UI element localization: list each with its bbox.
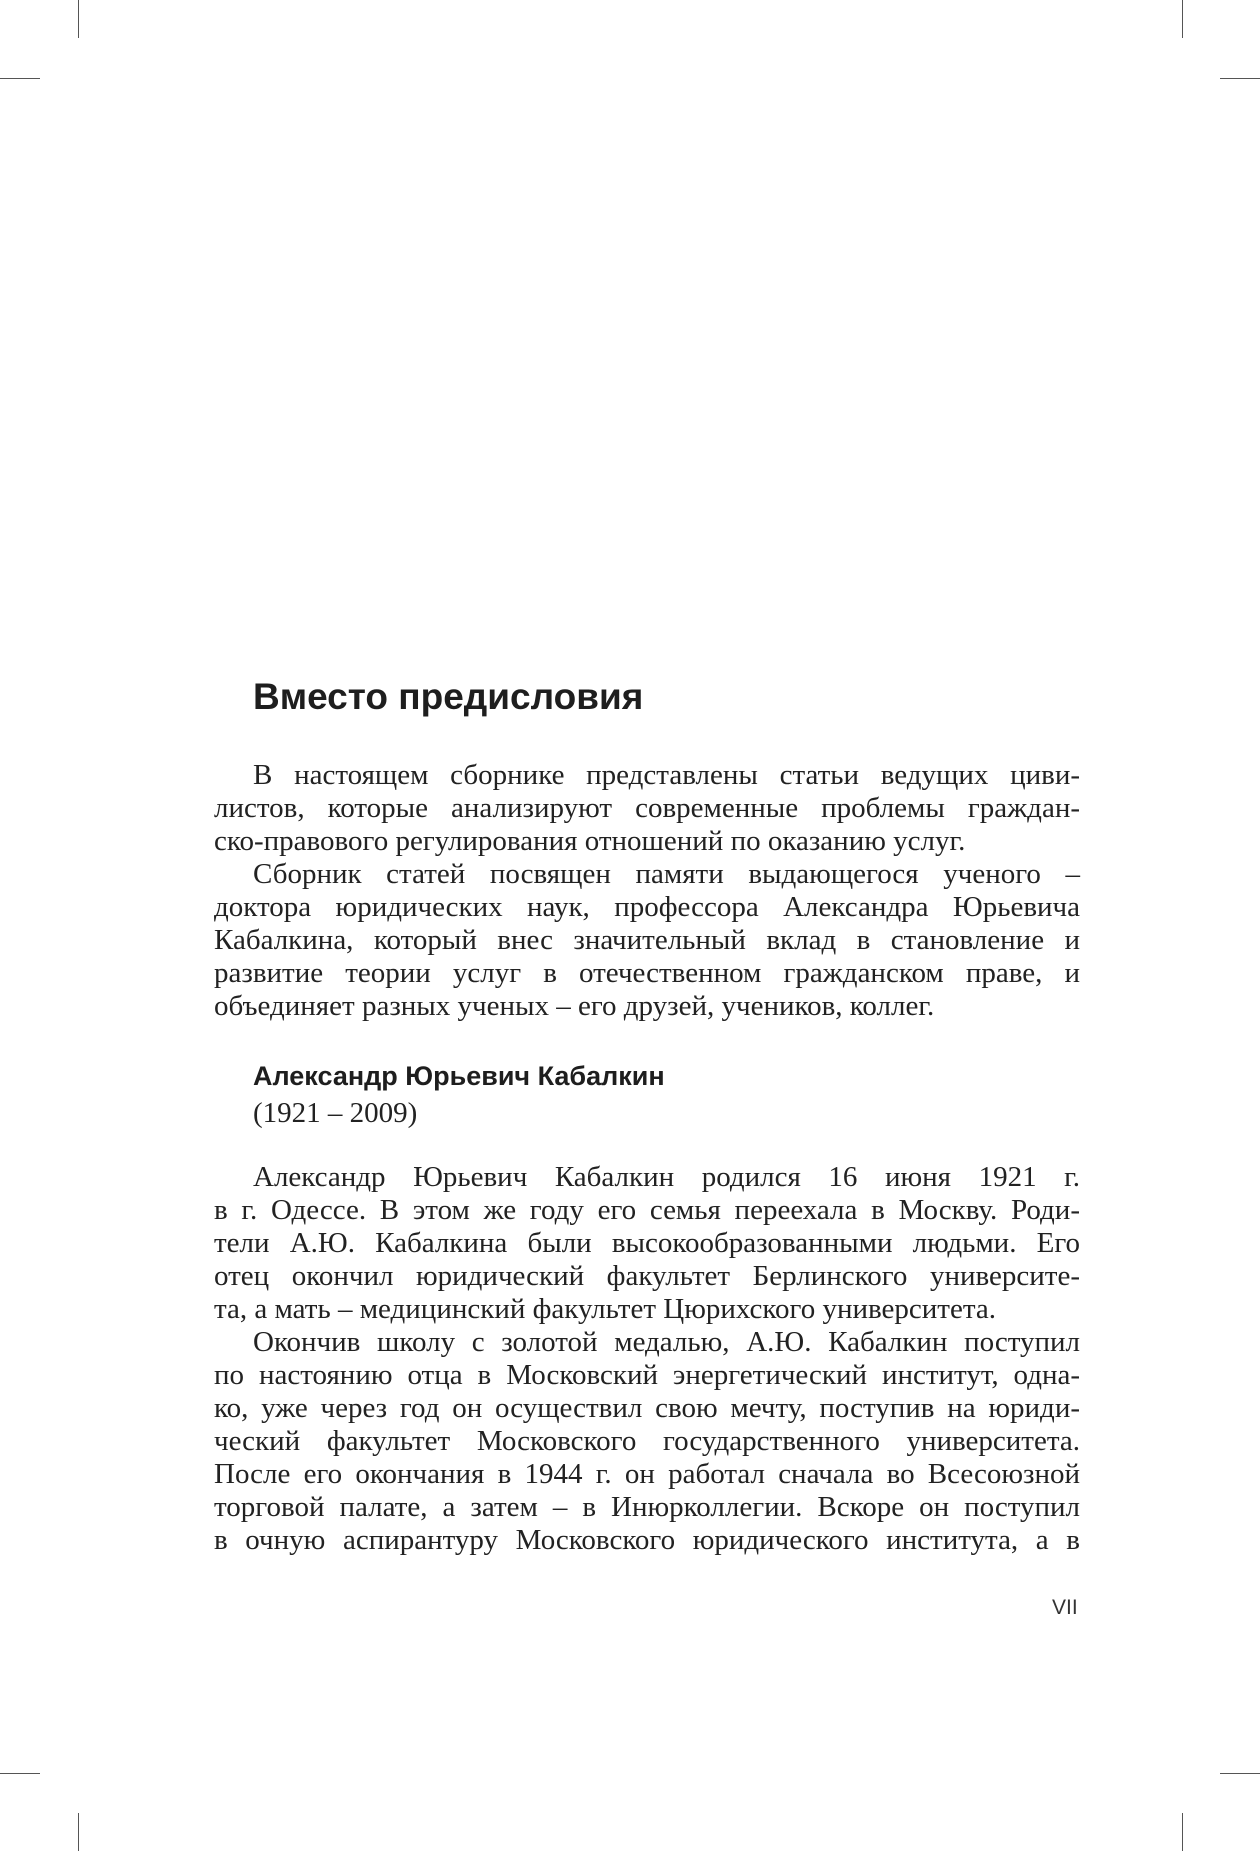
text-line: отец окончил юридический факультет Берлинского университе-: [214, 1260, 1080, 1292]
text-line: ко, уже через год он осуществил свою мечту, поступив на юриди-: [214, 1392, 1080, 1424]
text-line: В настоящем сборнике представлены статьи ведущих циви-: [253, 759, 1080, 791]
crop-mark-top-left: [78, 0, 79, 38]
crop-mark-bottom-right-h: [1220, 1773, 1260, 1774]
crop-mark-top-right-h: [1220, 78, 1260, 79]
crop-mark-bottom-right: [1182, 1813, 1183, 1851]
text-line: развитие теории услуг в отечественном гражданском праве, и: [214, 957, 1080, 989]
text-line: по настоянию отца в Московский энергетический институт, одна-: [214, 1359, 1080, 1391]
intro-paragraph-2: [214, 858, 1080, 1023]
text-line: в очную аспирантуру Московского юридического института, а в: [214, 1524, 1080, 1556]
text-line: тели А.Ю. Кабалкина были высокообразованными людьми. Его: [214, 1227, 1080, 1259]
crop-mark-top-left-h: [0, 78, 40, 79]
crop-mark-bottom-left-h: [0, 1773, 40, 1774]
text-line: ческий факультет Московского государственного университета.: [214, 1425, 1080, 1457]
bio-name: Александр Юрьевич Кабалкин: [253, 1061, 665, 1091]
text-line: Кабалкина, который внес значительный вклад в становление и: [214, 924, 1080, 956]
text-line: Окончив школу с золотой медалью, А.Ю. Кабалкин поступил: [253, 1326, 1080, 1358]
crop-mark-top-right: [1182, 0, 1183, 38]
text-line: листов, которые анализируют современные проблемы граждан-: [214, 792, 1080, 824]
text-line: та, а мать – медицинский факультет Цюрихского университета.: [214, 1293, 996, 1325]
crop-mark-bottom-left: [78, 1813, 79, 1851]
bio-paragraph-1: [214, 1161, 1080, 1326]
text-line: объединяет разных ученых – его друзей, учеников, коллег.: [214, 990, 935, 1022]
text-line: ско-правового регулирования отношений по оказанию услуг.: [214, 825, 966, 857]
text-line: Сборник статей посвящен памяти выдающегося ученого –: [253, 858, 1080, 890]
text-line: торговой палате, а затем – в Инюрколлегии. Вскоре он поступил: [214, 1491, 1080, 1523]
page-number: VII: [1052, 1596, 1078, 1619]
text-line: Александр Юрьевич Кабалкин родился 16 июня 1921 г.: [253, 1161, 1080, 1193]
text-line: в г. Одессе. В этом же году его семья переехала в Москву. Роди-: [214, 1194, 1080, 1226]
intro-paragraph-1: [214, 759, 1080, 858]
text-line: доктора юридических наук, профессора Александра Юрьевича: [214, 891, 1080, 923]
text-line: После его окончания в 1944 г. он работал сначала во Всесоюзной: [214, 1458, 1080, 1490]
bio-years: (1921 – 2009): [253, 1097, 418, 1129]
page-title: Вместо предисловия: [253, 676, 644, 717]
bio-paragraph-2: [214, 1326, 1080, 1557]
